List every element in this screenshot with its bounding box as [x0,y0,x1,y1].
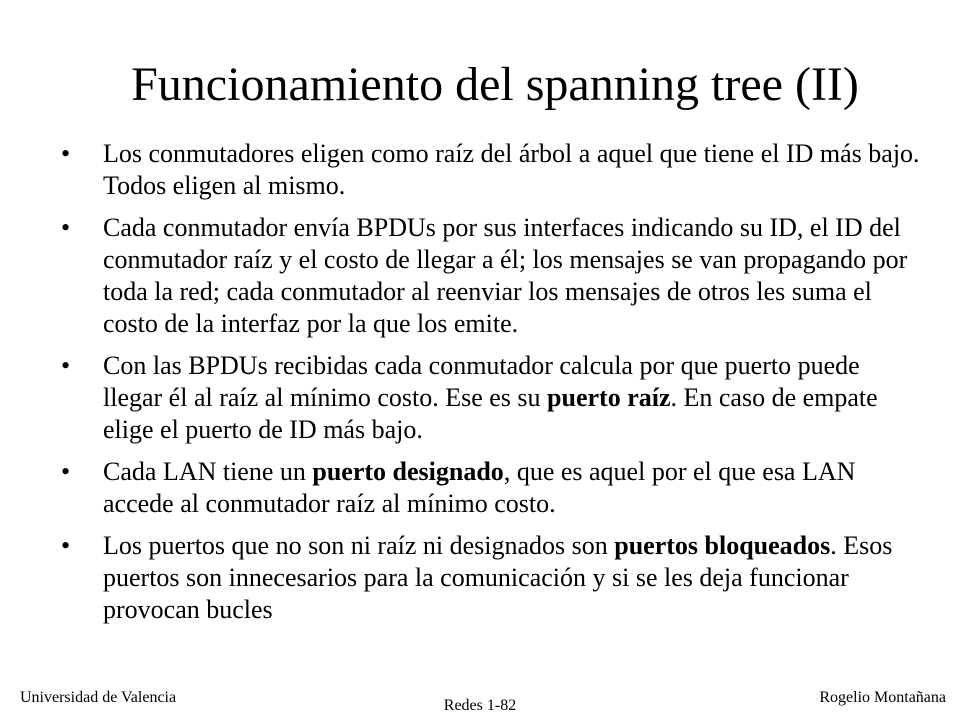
bullet-icon: • [61,139,71,168]
bullet-bold-term: puertos bloqueados [614,531,831,560]
bullet-text: Con las BPDUs recibidas cada conmutador calcula por que puerto puede llegar él al raíz al mínimo costo. Ese es su [103,351,860,412]
bullet-text: Los conmutadores eligen como raíz del árbol a aquel que tiene el ID más bajo. Todos eligen al mismo. [103,139,920,200]
bullet-item [61,530,923,626]
bullet-text-tail: , que es aquel por el que esa LAN accede al conmutador raíz al mínimo costo. [103,457,856,518]
bullet-text: Cada conmutador envía BPDUs por sus interfaces indicando su ID, el ID del conmutador raíz y el costo de llegar a él; los mensajes se van propagando por toda la red; cada conmutador al reenviar los mensajes de otros les suma el costo de la interfaz por la que los emite. [103,213,908,338]
bullet-item [61,350,923,446]
bullet-text: Los puertos que no son ni raíz ni designados son [103,531,615,560]
slide-title: Funcionamiento del spanning tree (II) [131,58,859,111]
bullet-icon: • [61,531,71,560]
bullet-icon: • [61,213,71,242]
footer-author: Rogelio Montañana [819,689,946,706]
bullet-list [61,138,923,636]
bullet-text: Cada LAN tiene un [103,457,313,486]
bullet-text-tail: . En caso de empate elige el puerto de ID más bajo. [103,383,878,444]
footer-institution: Universidad de Valencia [20,689,177,706]
bullet-item [61,212,923,340]
bullet-item [61,138,923,202]
bullet-item [61,456,923,520]
footer-slide-number: Redes 1-82 [443,697,517,714]
bullet-text-tail: . Esos puertos son innecesarios para la comunicación y si se les deja funcionar provocan bucles [103,531,893,624]
bullet-bold-term: puerto raíz [547,383,671,412]
bullet-bold-term: puerto designado [312,457,504,486]
bullet-icon: • [61,457,71,486]
bullet-icon: • [61,351,71,380]
